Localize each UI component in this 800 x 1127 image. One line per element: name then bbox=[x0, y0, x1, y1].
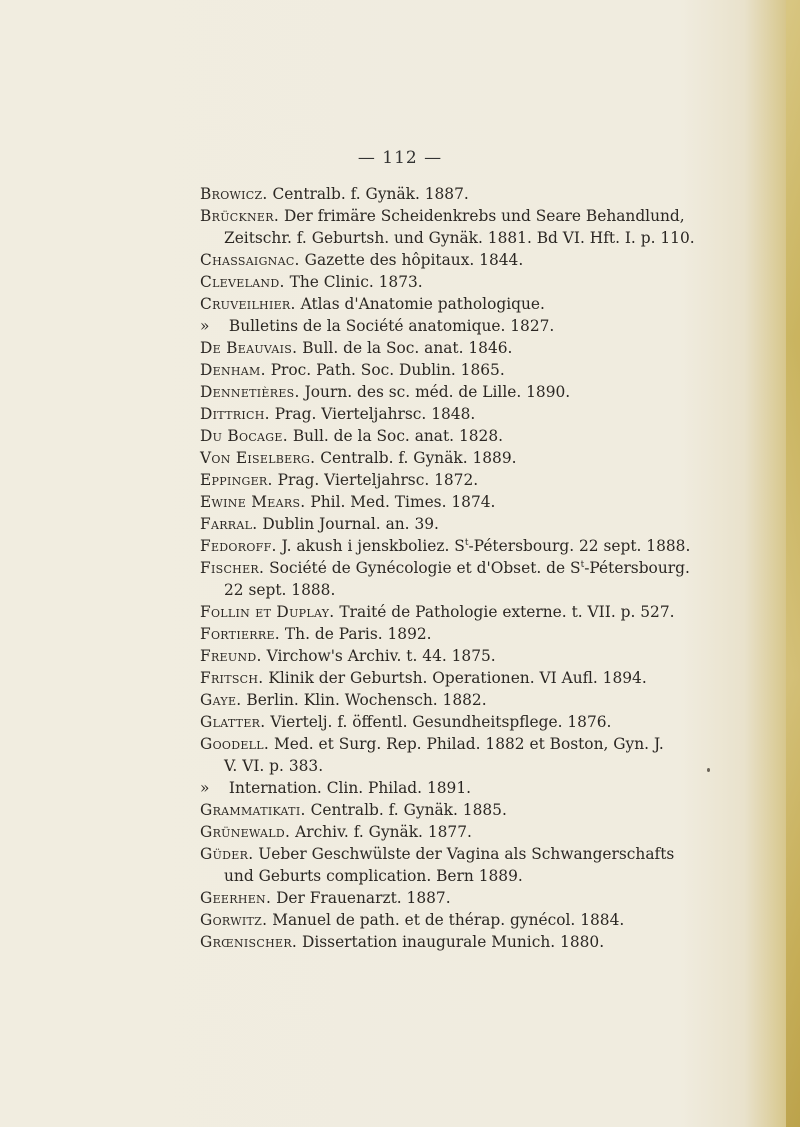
ditto-mark: » bbox=[200, 317, 210, 335]
entry-continuation: V. VI. p. 383. bbox=[224, 757, 324, 775]
entry-author: Eppinger. bbox=[200, 471, 273, 489]
bibliography-entry bbox=[200, 293, 745, 315]
entry-author: Ewine Mears. bbox=[200, 493, 306, 511]
entry-author: Grünewald. bbox=[200, 823, 291, 841]
entry-citation: Th. de Paris. 1892. bbox=[284, 625, 432, 643]
entry-citation: Ueber Geschwülste der Vagina als Schwangerschafts bbox=[258, 845, 675, 863]
entry-author: Farral. bbox=[200, 515, 258, 533]
entry-citation: Der frimäre Scheidenkrebs und Seare Behandlund, bbox=[283, 207, 685, 225]
entry-citation: Internation. Clin. Philad. 1891. bbox=[228, 779, 472, 797]
bibliography-entry bbox=[200, 447, 745, 469]
bibliography-entry bbox=[200, 183, 745, 205]
entry-author: Fortierre. bbox=[200, 625, 280, 643]
entry-author: Brückner. bbox=[200, 207, 280, 225]
entry-citation: Centralb. f. Gynäk. 1885. bbox=[310, 801, 507, 819]
entry-author: Gorwitz. bbox=[200, 911, 268, 929]
entry-author: Chassaignac. bbox=[200, 251, 300, 269]
ink-speck bbox=[707, 768, 710, 772]
entry-citation: Viertelj. f. öffentl. Gesundheitspflege. 1876. bbox=[270, 713, 612, 731]
entry-author: Grœnischer. bbox=[200, 933, 298, 951]
entry-author: Freund. bbox=[200, 647, 262, 665]
entry-author: Grammatikati. bbox=[200, 801, 306, 819]
bibliography-entry bbox=[200, 821, 745, 843]
entry-continuation: 22 sept. 1888. bbox=[224, 581, 336, 599]
bibliography-entry bbox=[200, 315, 745, 337]
entry-citation: Bull. de la Soc. anat. 1828. bbox=[292, 427, 504, 445]
bibliography-entry bbox=[200, 249, 745, 271]
entry-author: Fedoroff. bbox=[200, 537, 277, 555]
entry-citation: Bull. de la Soc. anat. 1846. bbox=[302, 339, 513, 357]
bibliography-entry bbox=[200, 909, 745, 931]
entry-author: Browicz. bbox=[200, 185, 268, 203]
entry-citation-rest: -Pétersbourg. bbox=[584, 559, 690, 577]
bibliography-entry bbox=[200, 843, 745, 865]
entry-citation: Dissertation inaugurale Munich. 1880. bbox=[302, 933, 605, 951]
bibliography-entry bbox=[200, 513, 745, 535]
entry-citation: Der Frauenarzt. 1887. bbox=[276, 889, 451, 907]
entry-citation: Société de Gynécologie et d'Obset. de S bbox=[269, 559, 581, 577]
bibliography-entry bbox=[200, 205, 745, 227]
bibliography-entry bbox=[200, 711, 745, 733]
entry-continuation: und Geburts complication. Bern 1889. bbox=[224, 867, 523, 885]
bibliography-entry bbox=[200, 491, 745, 513]
bibliography-entry bbox=[200, 733, 745, 755]
bibliography-entry bbox=[200, 689, 745, 711]
superscript: t bbox=[464, 537, 469, 548]
entry-author: Fischer. bbox=[200, 559, 265, 577]
entry-author: De Beauvais. bbox=[200, 339, 298, 357]
bibliography-entry bbox=[200, 403, 745, 425]
entry-author: Dennetières. bbox=[200, 383, 300, 401]
entry-author: Güder. bbox=[200, 845, 254, 863]
entry-citation: Manuel de path. et de thérap. gynécol. 1884. bbox=[272, 911, 625, 929]
bibliography-entry bbox=[200, 601, 745, 623]
bibliography-entry bbox=[200, 623, 745, 645]
bibliography-entry bbox=[200, 337, 745, 359]
entry-author: Cruveilhier. bbox=[200, 295, 296, 313]
ditto-mark: » bbox=[200, 779, 210, 797]
bibliography-entry bbox=[200, 381, 745, 403]
entry-continuation: Zeitschr. f. Geburtsh. und Gynäk. 1881. Bd VI. Hft. I. p. 110. bbox=[224, 229, 695, 247]
entry-author: Goodell. bbox=[200, 735, 270, 753]
entry-citation: Klinik der Geburtsh. Operationen. VI Aufl. 1894. bbox=[268, 669, 647, 687]
page-edge bbox=[786, 0, 800, 1127]
bibliography-entry bbox=[200, 359, 745, 381]
entry-citation: J. akush i jenskboliez. S bbox=[281, 537, 465, 555]
entry-author: Denham. bbox=[200, 361, 266, 379]
entry-author: Follin et Duplay. bbox=[200, 603, 335, 621]
bibliography-entry bbox=[200, 645, 745, 667]
bibliography-entry bbox=[200, 931, 745, 953]
bibliography-entry bbox=[200, 535, 745, 557]
entry-author: Du Bocage. bbox=[200, 427, 288, 445]
page-number: — 112 — bbox=[357, 148, 443, 168]
entry-citation: Bulletins de la Société anatomique. 1827. bbox=[228, 317, 555, 335]
entry-citation: Archiv. f. Gynäk. 1877. bbox=[295, 823, 472, 841]
bibliography-entry bbox=[200, 667, 745, 689]
entry-citation: Journ. des sc. méd. de Lille. 1890. bbox=[304, 383, 571, 401]
entry-citation: Prag. Vierteljahrsc. 1848. bbox=[274, 405, 476, 423]
bibliography-entry bbox=[200, 887, 745, 909]
entry-author: Von Eiselberg. bbox=[200, 449, 316, 467]
entry-citation: The Clinic. 1873. bbox=[289, 273, 423, 291]
entry-author: Geerhen. bbox=[200, 889, 272, 907]
bibliography-entry bbox=[200, 799, 745, 821]
entry-citation: Med. et Surg. Rep. Philad. 1882 et Boston, Gyn. J. bbox=[274, 735, 664, 753]
bibliography-entry bbox=[200, 271, 745, 293]
entry-citation: Centralb. f. Gynäk. 1889. bbox=[320, 449, 517, 467]
entry-author: Dittrich. bbox=[200, 405, 270, 423]
entry-author: Cleveland. bbox=[200, 273, 285, 291]
entry-citation-rest: -Pétersbourg. 22 sept. 1888. bbox=[468, 537, 691, 555]
entry-author: Fritsch. bbox=[200, 669, 264, 687]
entry-citation: Prag. Vierteljahrsc. 1872. bbox=[277, 471, 479, 489]
entry-citation: Atlas d'Anatomie pathologique. bbox=[300, 295, 545, 313]
entry-citation: Proc. Path. Soc. Dublin. 1865. bbox=[270, 361, 505, 379]
entry-citation: Virchow's Archiv. t. 44. 1875. bbox=[266, 647, 496, 665]
bibliography-entry bbox=[200, 469, 745, 491]
entry-citation: Traité de Pathologie externe. t. VII. p. 527. bbox=[339, 603, 675, 621]
entry-author: Gaye. bbox=[200, 691, 242, 709]
entry-citation: Berlin. Klin. Wochensch. 1882. bbox=[246, 691, 487, 709]
entry-citation: Gazette des hôpitaux. 1844. bbox=[304, 251, 524, 269]
bibliography-entry bbox=[200, 777, 745, 799]
bibliography-list bbox=[200, 183, 745, 953]
entry-citation: Dublin Journal. an. 39. bbox=[262, 515, 439, 533]
entry-citation: Centralb. f. Gynäk. 1887. bbox=[272, 185, 469, 203]
entry-author: Glatter. bbox=[200, 713, 266, 731]
bibliography-entry bbox=[200, 557, 745, 579]
entry-citation: Phil. Med. Times. 1874. bbox=[310, 493, 496, 511]
superscript: t bbox=[580, 559, 585, 570]
bibliography-entry bbox=[200, 425, 745, 447]
